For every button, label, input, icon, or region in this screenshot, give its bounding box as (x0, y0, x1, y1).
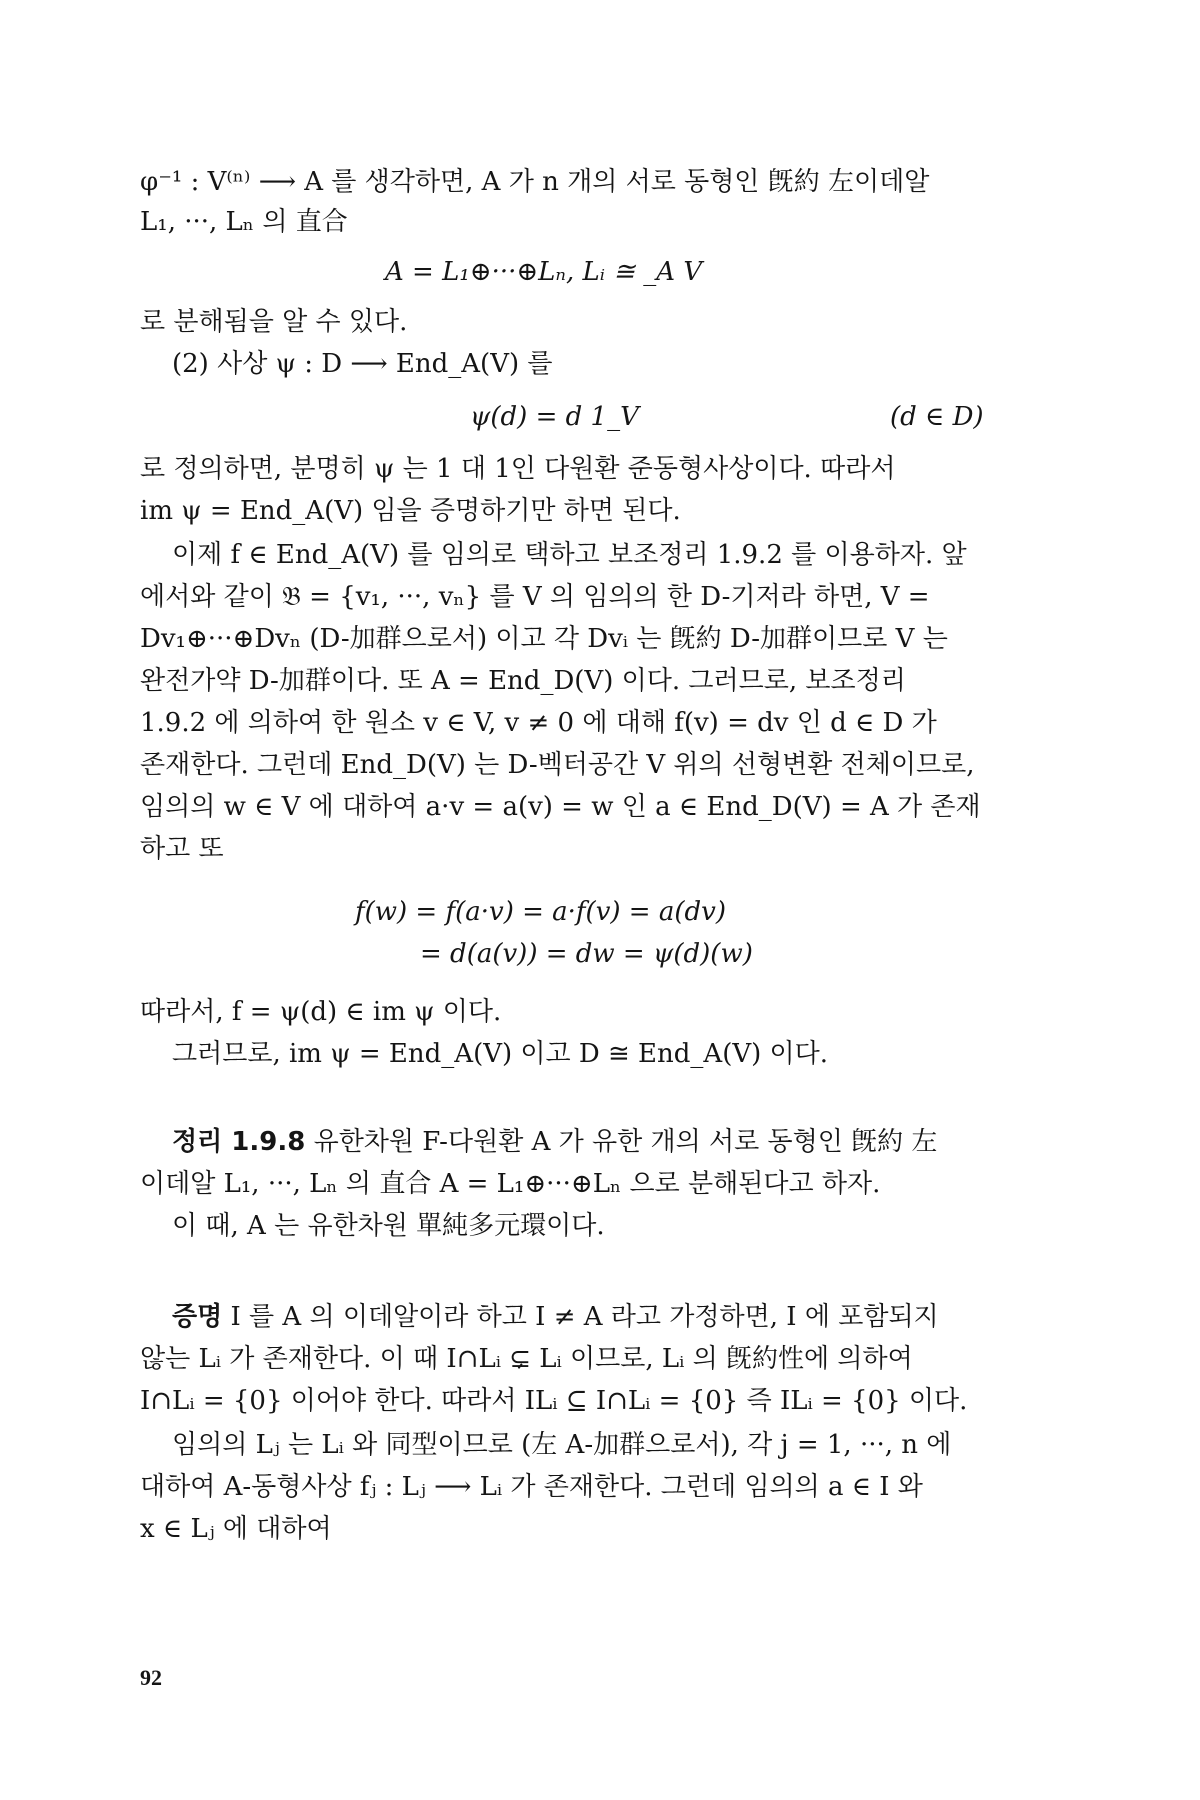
text-line: 이데알 L₁, ···, Lₙ 의 直合 A = L₁⊕···⊕Lₙ 으로 분해된다고 하자. (140, 1169, 881, 1199)
theorem-label: 정리 1.9.8 (172, 1127, 306, 1157)
proof-label: 증명 (172, 1302, 223, 1332)
proof-line (172, 1300, 1072, 1334)
theorem-text: 유한차원 F-다원환 A 가 유한 개의 서로 동형인 旣約 左 (313, 1127, 938, 1157)
text-line: 따라서, f = ψ(d) ∈ im ψ 이다. (140, 997, 502, 1027)
text-line: x ∈ Lⱼ 에 대하여 (140, 1514, 332, 1544)
text-line: 로 분해됨을 알 수 있다. (140, 307, 408, 337)
text-line: 완전가약 D-加群이다. 또 A = End_D(V) 이다. 그러므로, 보조정리 (140, 666, 906, 696)
text-line: (2) 사상 ψ : D ⟶ End_A(V) 를 (172, 349, 553, 379)
text-line: 하고 또 (140, 834, 224, 864)
text-line: 대하여 A-동형사상 fⱼ : Lⱼ ⟶ Lᵢ 가 존재한다. 그런데 임의의 a ∈ I 와 (140, 1472, 923, 1502)
display-formula: = d(a(v)) = dw = ψ(d)(w) (420, 939, 753, 969)
text-line: 임의의 w ∈ V 에 대하여 a·v = a(v) = w 인 a ∈ End_D(V) = A 가 존재 (140, 792, 981, 822)
page-number: 92 (140, 1665, 162, 1690)
text-line: 에서와 같이 𝔅 = {v₁, ···, vₙ} 를 V 의 임의의 한 D-기저라 하면, V = (140, 582, 930, 612)
display-formula: A = L₁⊕···⊕Lₙ, Lᵢ ≅ _A V (385, 257, 703, 287)
text-line: 그러므로, im ψ = End_A(V) 이고 D ≅ End_A(V) 이다. (172, 1039, 829, 1069)
theorem-line (172, 1125, 1072, 1159)
equation-condition: (d ∈ D) (890, 402, 984, 432)
text-line: 이제 f ∈ End_A(V) 를 임의로 택하고 보조정리 1.9.2 를 이용하자. 앞 (172, 540, 967, 570)
text-line: I∩Lᵢ = {0} 이어야 한다. 따라서 ILᵢ ⊆ I∩Lᵢ = {0} 즉 ILᵢ = {0} 이다. (140, 1386, 968, 1416)
text-line: L₁, ···, Lₙ 의 直合 (140, 207, 348, 237)
text-line: 존재한다. 그런데 End_D(V) 는 D-벡터공간 V 위의 선형변환 전체이므로, (140, 750, 975, 780)
display-formula: f(w) = f(a·v) = a·f(v) = a(dv) (355, 897, 726, 927)
text-line: im ψ = End_A(V) 임을 증명하기만 하면 된다. (140, 496, 681, 526)
text-line: 않는 Lᵢ 가 존재한다. 이 때 I∩Lᵢ ⊊ Lᵢ 이므로, Lᵢ 의 旣約性에 의하여 (140, 1344, 913, 1374)
display-formula: ψ(d) = d 1_V (470, 402, 639, 432)
text-line: φ⁻¹ : V⁽ⁿ⁾ ⟶ A 를 생각하면, A 가 n 개의 서로 동형인 旣約 左이데알 (140, 167, 930, 197)
text-line: 임의의 Lⱼ 는 Lᵢ 와 同型이므로 (左 A-加群으로서), 각 j = 1, ···, n 에 (172, 1430, 952, 1460)
text-line: 이 때, A 는 유한차원 單純多元環이다. (172, 1211, 605, 1241)
text-line: Dv₁⊕···⊕Dvₙ (D-加群으로서) 이고 각 Dvᵢ 는 旣約 D-加群이므로 V 는 (140, 624, 948, 654)
text-line: 로 정의하면, 분명히 ψ 는 1 대 1인 다원환 준동형사상이다. 따라서 (140, 454, 896, 484)
proof-text: I 를 A 의 이데알이라 하고 I ≠ A 라고 가정하면, I 에 포함되지 (230, 1302, 939, 1332)
text-line: 1.9.2 에 의하여 한 원소 v ∈ V, v ≠ 0 에 대해 f(v) = dv 인 d ∈ D 가 (140, 708, 937, 738)
